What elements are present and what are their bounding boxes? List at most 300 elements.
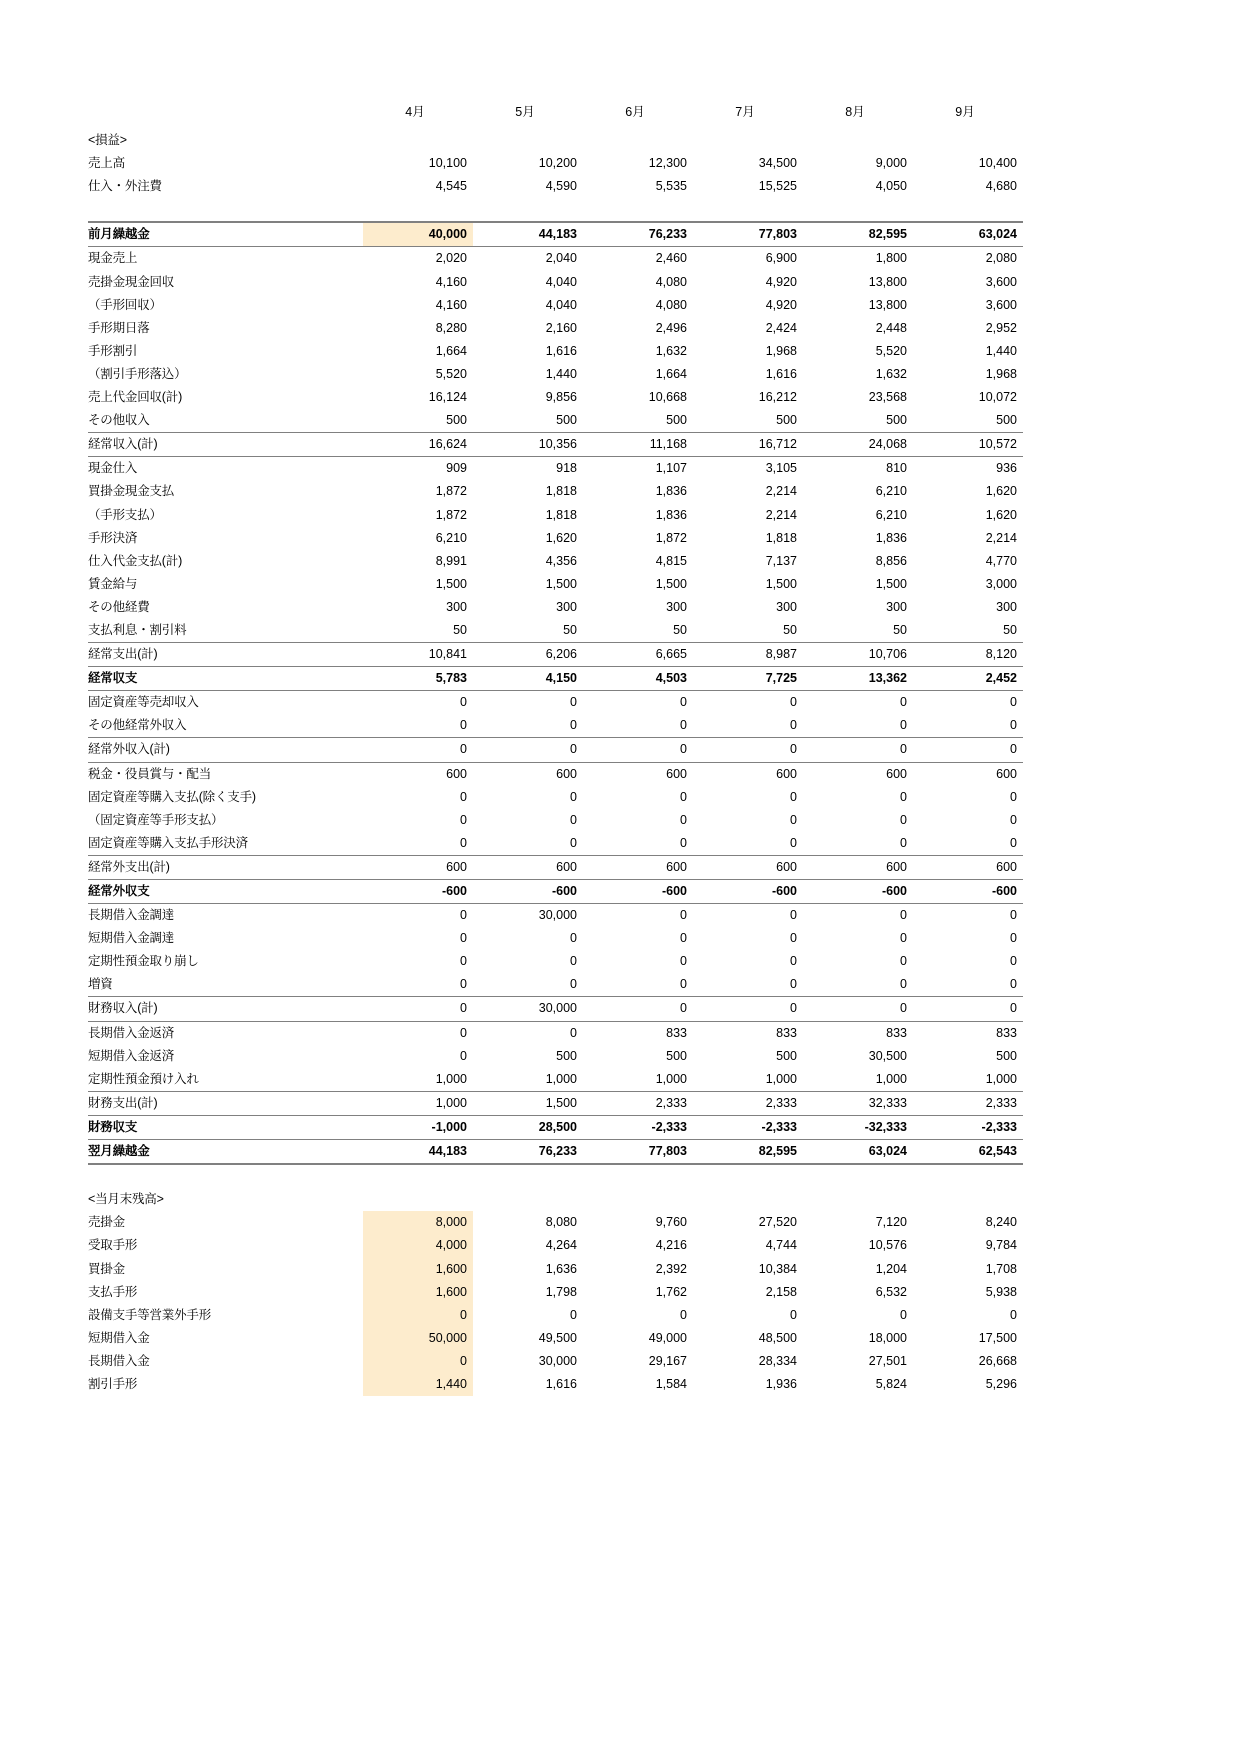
cell-value[interactable]: -32,333 [803, 1115, 913, 1139]
cell-value[interactable]: 11,168 [583, 433, 693, 457]
cell-value[interactable]: 9,760 [655, 1215, 687, 1230]
cell-value[interactable]: 833 [666, 1025, 687, 1040]
cell-value[interactable]: 600 [666, 766, 687, 781]
cell-value[interactable]: 2,460 [655, 251, 687, 266]
cell-value[interactable]: 76,233 [583, 222, 693, 247]
cell-value[interactable]: 10,356 [473, 433, 583, 457]
cell-value[interactable]: 500 [996, 1048, 1017, 1063]
cell-value[interactable]: 1,440 [545, 366, 577, 381]
cell-value[interactable]: 44,183 [363, 1140, 473, 1165]
cell-value[interactable]: 63,024 [803, 1140, 913, 1165]
cell-value[interactable]: 7,120 [875, 1215, 907, 1230]
cell-value[interactable]: 8,120 [913, 643, 1023, 667]
cell-value[interactable]: -600 [693, 880, 803, 904]
cell-value[interactable]: 1,818 [545, 484, 577, 499]
cell-value[interactable]: 500 [583, 409, 693, 433]
cell-value[interactable]: 50 [803, 619, 913, 643]
cell-value[interactable]: 4,080 [655, 297, 687, 312]
cell-value[interactable]: 1,204 [875, 1261, 907, 1276]
cell-value[interactable]: 2,496 [655, 320, 687, 335]
cell-value[interactable]: 4,590 [545, 179, 577, 194]
cell-value[interactable]: 1,836 [655, 507, 687, 522]
cell-value[interactable]: 2,040 [545, 251, 577, 266]
cell-value[interactable]: 16,212 [758, 390, 797, 405]
cell-value[interactable]: 4,160 [435, 274, 467, 289]
cell-value[interactable]: 27,520 [758, 1215, 797, 1230]
cell-value[interactable]: 0 [473, 738, 583, 762]
cell-value[interactable]: 4,545 [435, 179, 467, 194]
cell-value[interactable]: 1,000 [363, 1091, 473, 1115]
cell-value[interactable]: 13,800 [868, 297, 907, 312]
cell-value[interactable]: 0 [680, 954, 687, 969]
cell-value[interactable]: 500 [803, 409, 913, 433]
cell-value[interactable]: 0 [570, 954, 577, 969]
cell-value[interactable]: 600 [446, 766, 467, 781]
cell-value[interactable]: 2,333 [693, 1091, 803, 1115]
cell-value[interactable]: 8,991 [435, 553, 467, 568]
cell-value[interactable]: 2,214 [765, 484, 797, 499]
cell-value[interactable]: 77,803 [693, 222, 803, 247]
cell-value[interactable]: 0 [583, 832, 693, 856]
cell-value[interactable]: 4,815 [655, 553, 687, 568]
cell-value[interactable]: 2,452 [913, 667, 1023, 691]
cell-value[interactable]: 50 [473, 619, 583, 643]
cell-value[interactable]: 0 [790, 931, 797, 946]
cell-value[interactable]: 0 [913, 714, 1023, 738]
cell-value[interactable]: 6,210 [435, 530, 467, 545]
cell-value[interactable]: 1,872 [655, 530, 687, 545]
cell-value[interactable]: 49,000 [648, 1330, 687, 1345]
cell-value[interactable]: 28,500 [473, 1115, 583, 1139]
cell-value[interactable]: 2,333 [583, 1091, 693, 1115]
cell-value[interactable]: 10,572 [913, 433, 1023, 457]
cell-value[interactable]: 4,150 [473, 667, 583, 691]
cell-value[interactable]: 500 [363, 409, 473, 433]
cell-value[interactable]: 600 [693, 855, 803, 879]
cell-value[interactable]: 1,500 [765, 576, 797, 591]
cell-value[interactable]: 4,080 [655, 274, 687, 289]
cell-value[interactable]: 17,500 [978, 1330, 1017, 1345]
cell-value[interactable]: 3,105 [765, 461, 797, 476]
cell-value[interactable]: 0 [900, 931, 907, 946]
cell-value[interactable]: 1,664 [435, 343, 467, 358]
cell-value[interactable]: 0 [460, 1025, 467, 1040]
cell-value[interactable]: 0 [460, 931, 467, 946]
cell-value[interactable]: 15,525 [758, 179, 797, 194]
cell-value[interactable]: 1,872 [435, 507, 467, 522]
cell-value[interactable]: -600 [583, 880, 693, 904]
cell-value[interactable]: 833 [886, 1025, 907, 1040]
cell-value[interactable]: 82,595 [693, 1140, 803, 1165]
cell-value[interactable]: 6,900 [765, 251, 797, 266]
cell-value[interactable]: 6,665 [583, 643, 693, 667]
cell-value[interactable]: 5,824 [875, 1376, 907, 1391]
cell-value[interactable]: 1,818 [765, 530, 797, 545]
cell-value[interactable]: 300 [996, 599, 1017, 614]
cell-value[interactable]: 909 [446, 461, 467, 476]
cell-value[interactable]: 0 [570, 1307, 577, 1322]
cell-value[interactable]: 0 [460, 1048, 467, 1063]
cell-value[interactable]: 4,050 [875, 179, 907, 194]
cell-value[interactable]: 63,024 [913, 222, 1023, 247]
cell-value[interactable]: 0 [913, 738, 1023, 762]
cell-value[interactable]: 810 [886, 461, 907, 476]
cell-value[interactable]: 6,210 [875, 507, 907, 522]
cell-value[interactable]: 0 [900, 1307, 907, 1322]
cell-value[interactable]: -2,333 [583, 1115, 693, 1139]
cell-value[interactable]: 34,500 [758, 156, 797, 171]
cell-value[interactable]: 0 [570, 695, 577, 710]
cell-value[interactable]: 2,424 [765, 320, 797, 335]
cell-value[interactable]: 500 [473, 409, 583, 433]
cell-value[interactable]: 1,620 [985, 507, 1017, 522]
cell-value[interactable]: 2,214 [985, 530, 1017, 545]
cell-value[interactable]: 0 [583, 997, 693, 1021]
cell-value[interactable]: 4,040 [545, 274, 577, 289]
cell-value[interactable]: 5,520 [435, 366, 467, 381]
cell-value[interactable]: 0 [570, 931, 577, 946]
cell-value[interactable]: 10,668 [648, 390, 687, 405]
cell-value[interactable]: 9,000 [875, 156, 907, 171]
cell-value[interactable]: -2,333 [693, 1115, 803, 1139]
cell-value[interactable]: 13,800 [868, 274, 907, 289]
cell-value-highlighted[interactable]: 1,600 [363, 1281, 473, 1304]
cell-value[interactable]: -600 [913, 880, 1023, 904]
cell-value[interactable]: 6,532 [875, 1284, 907, 1299]
cell-value[interactable]: 600 [886, 766, 907, 781]
cell-value[interactable]: 0 [900, 812, 907, 827]
cell-value[interactable]: 0 [1010, 1307, 1017, 1322]
cell-value[interactable]: 18,000 [868, 1330, 907, 1345]
cell-value-highlighted[interactable]: 0 [363, 1304, 473, 1327]
cell-value[interactable]: 0 [680, 695, 687, 710]
cell-value[interactable]: 0 [900, 789, 907, 804]
cell-value[interactable]: 0 [680, 812, 687, 827]
cell-value[interactable]: 16,124 [428, 390, 467, 405]
cell-value[interactable]: 4,770 [985, 553, 1017, 568]
cell-value[interactable]: -600 [473, 880, 583, 904]
cell-value[interactable]: 48,500 [758, 1330, 797, 1345]
cell-value[interactable]: 0 [913, 832, 1023, 856]
cell-value[interactable]: 0 [693, 738, 803, 762]
cell-value[interactable]: 4,264 [545, 1238, 577, 1253]
cell-value[interactable]: 0 [680, 1307, 687, 1322]
cell-value[interactable]: 2,158 [765, 1284, 797, 1299]
cell-value[interactable]: 0 [790, 789, 797, 804]
cell-value[interactable]: 0 [473, 832, 583, 856]
cell-value[interactable]: 1,872 [435, 484, 467, 499]
cell-value[interactable]: 300 [666, 599, 687, 614]
cell-value[interactable]: 0 [680, 931, 687, 946]
cell-value[interactable]: 833 [996, 1025, 1017, 1040]
cell-value[interactable]: 0 [1010, 789, 1017, 804]
cell-value[interactable]: 1,000 [473, 1068, 583, 1092]
cell-value[interactable]: 10,100 [428, 156, 467, 171]
cell-value[interactable]: 27,501 [868, 1353, 907, 1368]
cell-value[interactable]: 0 [790, 908, 797, 923]
cell-value[interactable]: 0 [1010, 812, 1017, 827]
cell-value[interactable]: 12,300 [648, 156, 687, 171]
cell-value[interactable]: 600 [556, 766, 577, 781]
cell-value-highlighted[interactable]: 4,000 [363, 1234, 473, 1257]
cell-value[interactable]: 0 [680, 908, 687, 923]
cell-value[interactable]: 1,500 [875, 576, 907, 591]
cell-value[interactable]: 10,576 [868, 1238, 907, 1253]
cell-value[interactable]: 29,167 [648, 1353, 687, 1368]
cell-value[interactable]: 5,520 [875, 343, 907, 358]
cell-value-highlighted[interactable]: 8,000 [363, 1211, 473, 1234]
cell-value[interactable]: 4,920 [765, 274, 797, 289]
cell-value[interactable]: 500 [556, 1048, 577, 1063]
cell-value-highlighted[interactable]: 1,600 [363, 1258, 473, 1281]
cell-value[interactable]: 3,600 [985, 274, 1017, 289]
cell-value[interactable]: 1,000 [803, 1068, 913, 1092]
cell-value[interactable]: 600 [583, 855, 693, 879]
cell-value[interactable]: 50 [693, 619, 803, 643]
cell-value[interactable]: 1,664 [655, 366, 687, 381]
cell-value[interactable]: 1,936 [765, 1376, 797, 1391]
cell-value[interactable]: 7,137 [765, 553, 797, 568]
cell-value[interactable]: 0 [693, 973, 803, 997]
cell-value[interactable]: 3,600 [985, 297, 1017, 312]
cell-value[interactable]: -2,333 [913, 1115, 1023, 1139]
cell-value[interactable]: 1,000 [363, 1068, 473, 1092]
cell-value[interactable]: 1,762 [655, 1284, 687, 1299]
cell-value[interactable]: 6,206 [473, 643, 583, 667]
cell-value[interactable]: 0 [913, 997, 1023, 1021]
cell-value[interactable]: 500 [776, 1048, 797, 1063]
cell-value[interactable]: 600 [913, 855, 1023, 879]
cell-value[interactable]: 0 [473, 973, 583, 997]
cell-value[interactable]: 1,632 [655, 343, 687, 358]
cell-value[interactable]: 30,000 [538, 908, 577, 923]
cell-value[interactable]: 0 [803, 997, 913, 1021]
cell-value[interactable]: 4,216 [655, 1238, 687, 1253]
cell-value[interactable]: 0 [790, 695, 797, 710]
cell-value[interactable]: 10,384 [758, 1261, 797, 1276]
cell-value[interactable]: 1,636 [545, 1261, 577, 1276]
cell-value[interactable]: 1,500 [473, 1091, 583, 1115]
cell-value[interactable]: 32,333 [803, 1091, 913, 1115]
cell-value[interactable]: 2,952 [985, 320, 1017, 335]
cell-value[interactable]: 16,624 [363, 433, 473, 457]
cell-value[interactable]: 1,798 [545, 1284, 577, 1299]
cell-value[interactable]: 13,362 [803, 667, 913, 691]
cell-value[interactable]: 0 [363, 714, 473, 738]
cell-value[interactable]: 0 [790, 1307, 797, 1322]
cell-value[interactable]: 1,836 [875, 530, 907, 545]
cell-value[interactable]: 833 [776, 1025, 797, 1040]
cell-value[interactable]: 10,072 [978, 390, 1017, 405]
cell-value[interactable]: 0 [460, 908, 467, 923]
cell-value[interactable]: 44,183 [473, 222, 583, 247]
cell-value[interactable]: 10,841 [363, 643, 473, 667]
cell-value[interactable]: 0 [570, 789, 577, 804]
cell-value[interactable]: 9,784 [985, 1238, 1017, 1253]
cell-value[interactable]: 936 [996, 461, 1017, 476]
cell-value[interactable]: 1,836 [655, 484, 687, 499]
cell-value[interactable]: 28,334 [758, 1353, 797, 1368]
cell-value[interactable]: 0 [803, 714, 913, 738]
cell-value[interactable]: 30,500 [868, 1048, 907, 1063]
cell-value[interactable]: 0 [900, 954, 907, 969]
cell-value[interactable]: 0 [803, 832, 913, 856]
cell-value[interactable]: 1,584 [655, 1376, 687, 1391]
cell-value[interactable]: 0 [460, 812, 467, 827]
cell-value[interactable]: 0 [460, 954, 467, 969]
cell-value[interactable]: 918 [556, 461, 577, 476]
cell-value[interactable]: 500 [913, 409, 1023, 433]
cell-value[interactable]: 0 [460, 695, 467, 710]
cell-value[interactable]: 300 [886, 599, 907, 614]
cell-value[interactable]: 600 [996, 766, 1017, 781]
cell-value[interactable]: 0 [570, 1025, 577, 1040]
cell-value[interactable]: 1,620 [985, 484, 1017, 499]
cell-value[interactable]: 600 [803, 855, 913, 879]
cell-value[interactable]: 2,392 [655, 1261, 687, 1276]
cell-value[interactable]: 8,856 [875, 553, 907, 568]
cell-value[interactable]: 4,744 [765, 1238, 797, 1253]
cell-value[interactable]: 0 [803, 738, 913, 762]
cell-value[interactable]: 600 [473, 855, 583, 879]
cell-value[interactable]: 1,968 [985, 366, 1017, 381]
cell-value[interactable]: 1,000 [913, 1068, 1023, 1092]
cell-value-highlighted[interactable]: 50,000 [363, 1327, 473, 1350]
cell-value[interactable]: 0 [693, 997, 803, 1021]
cell-value[interactable]: 2,448 [875, 320, 907, 335]
cell-value[interactable]: -600 [803, 880, 913, 904]
cell-value[interactable]: 1,818 [545, 507, 577, 522]
cell-value-highlighted[interactable]: 0 [363, 1350, 473, 1373]
cell-value[interactable]: 5,535 [655, 179, 687, 194]
cell-value[interactable]: 82,595 [803, 222, 913, 247]
cell-value[interactable]: 77,803 [583, 1140, 693, 1165]
cell-value[interactable]: 300 [776, 599, 797, 614]
cell-value[interactable]: 0 [583, 714, 693, 738]
cell-value[interactable]: 2,080 [985, 251, 1017, 266]
cell-value[interactable]: 1,708 [985, 1261, 1017, 1276]
cell-value[interactable]: 0 [680, 789, 687, 804]
cell-value[interactable]: 0 [790, 812, 797, 827]
cell-value[interactable]: 10,400 [978, 156, 1017, 171]
cell-value[interactable]: 0 [1010, 931, 1017, 946]
cell-value[interactable]: 0 [693, 832, 803, 856]
cell-value[interactable]: 0 [460, 789, 467, 804]
cell-value[interactable]: 8,240 [985, 1215, 1017, 1230]
cell-value[interactable]: 1,632 [875, 366, 907, 381]
cell-value[interactable]: 0 [363, 738, 473, 762]
cell-value[interactable]: 500 [666, 1048, 687, 1063]
cell-value[interactable]: 2,214 [765, 507, 797, 522]
cell-value[interactable]: 8,280 [435, 320, 467, 335]
cell-value[interactable]: 9,856 [545, 390, 577, 405]
cell-value[interactable]: 4,503 [583, 667, 693, 691]
cell-value[interactable]: 1,616 [545, 1376, 577, 1391]
cell-value[interactable]: 1,000 [693, 1068, 803, 1092]
cell-value[interactable]: 0 [583, 973, 693, 997]
cell-value[interactable]: 0 [900, 695, 907, 710]
cell-value[interactable]: 1,500 [655, 576, 687, 591]
cell-value[interactable]: 300 [446, 599, 467, 614]
cell-value[interactable]: 50 [363, 619, 473, 643]
cell-value[interactable]: 26,668 [978, 1353, 1017, 1368]
cell-value[interactable]: 5,938 [985, 1284, 1017, 1299]
cell-value-highlighted[interactable]: 40,000 [363, 222, 473, 247]
cell-value[interactable]: 8,987 [693, 643, 803, 667]
cell-value[interactable]: 76,233 [473, 1140, 583, 1165]
cell-value[interactable]: 0 [1010, 908, 1017, 923]
cell-value[interactable]: -1,000 [363, 1115, 473, 1139]
cell-value[interactable]: 2,333 [913, 1091, 1023, 1115]
cell-value[interactable]: 0 [913, 973, 1023, 997]
cell-value[interactable]: 500 [693, 409, 803, 433]
cell-value-highlighted[interactable]: 1,440 [363, 1373, 473, 1396]
cell-value[interactable]: 3,000 [985, 576, 1017, 591]
cell-value[interactable]: 0 [790, 954, 797, 969]
cell-value[interactable]: 30,000 [473, 997, 583, 1021]
cell-value[interactable]: 1,000 [583, 1068, 693, 1092]
cell-value[interactable]: 0 [363, 832, 473, 856]
cell-value[interactable]: 5,296 [985, 1376, 1017, 1391]
cell-value[interactable]: 0 [363, 973, 473, 997]
cell-value[interactable]: 23,568 [868, 390, 907, 405]
cell-value[interactable]: 8,080 [545, 1215, 577, 1230]
cell-value[interactable]: 1,620 [545, 530, 577, 545]
cell-value[interactable]: 4,680 [985, 179, 1017, 194]
cell-value[interactable]: 30,000 [538, 1353, 577, 1368]
cell-value[interactable]: 1,800 [875, 251, 907, 266]
cell-value[interactable]: 50 [583, 619, 693, 643]
cell-value[interactable]: -600 [363, 880, 473, 904]
cell-value[interactable]: 0 [583, 738, 693, 762]
cell-value[interactable]: 0 [693, 714, 803, 738]
cell-value[interactable]: 16,712 [693, 433, 803, 457]
cell-value[interactable]: 0 [363, 997, 473, 1021]
cell-value[interactable]: 5,783 [363, 667, 473, 691]
cell-value[interactable]: 24,068 [803, 433, 913, 457]
cell-value[interactable]: 4,160 [435, 297, 467, 312]
cell-value[interactable]: 0 [1010, 954, 1017, 969]
cell-value[interactable]: 0 [900, 908, 907, 923]
cell-value[interactable]: 49,500 [538, 1330, 577, 1345]
cell-value[interactable]: 6,210 [875, 484, 907, 499]
cell-value[interactable]: 600 [363, 855, 473, 879]
cell-value[interactable]: 600 [776, 766, 797, 781]
cell-value[interactable]: 1,107 [655, 461, 687, 476]
cell-value[interactable]: 300 [556, 599, 577, 614]
cell-value[interactable]: 0 [473, 714, 583, 738]
cell-value[interactable]: 1,500 [545, 576, 577, 591]
cell-value[interactable]: 0 [803, 973, 913, 997]
cell-value[interactable]: 10,200 [538, 156, 577, 171]
cell-value[interactable]: 4,356 [545, 553, 577, 568]
cell-value[interactable]: 2,160 [545, 320, 577, 335]
cell-value[interactable]: 0 [1010, 695, 1017, 710]
cell-value[interactable]: 4,040 [545, 297, 577, 312]
cell-value[interactable]: 1,500 [435, 576, 467, 591]
cell-value[interactable]: 4,920 [765, 297, 797, 312]
cell-value[interactable]: 62,543 [913, 1140, 1023, 1165]
cell-value[interactable]: 1,440 [985, 343, 1017, 358]
cell-value[interactable]: 7,725 [693, 667, 803, 691]
cell-value[interactable]: 50 [913, 619, 1023, 643]
cell-value[interactable]: 2,020 [435, 251, 467, 266]
cell-value[interactable]: 0 [570, 812, 577, 827]
cell-value[interactable]: 1,616 [765, 366, 797, 381]
cell-value[interactable]: 1,968 [765, 343, 797, 358]
cell-value[interactable]: 10,706 [803, 643, 913, 667]
cell-value[interactable]: 1,616 [545, 343, 577, 358]
